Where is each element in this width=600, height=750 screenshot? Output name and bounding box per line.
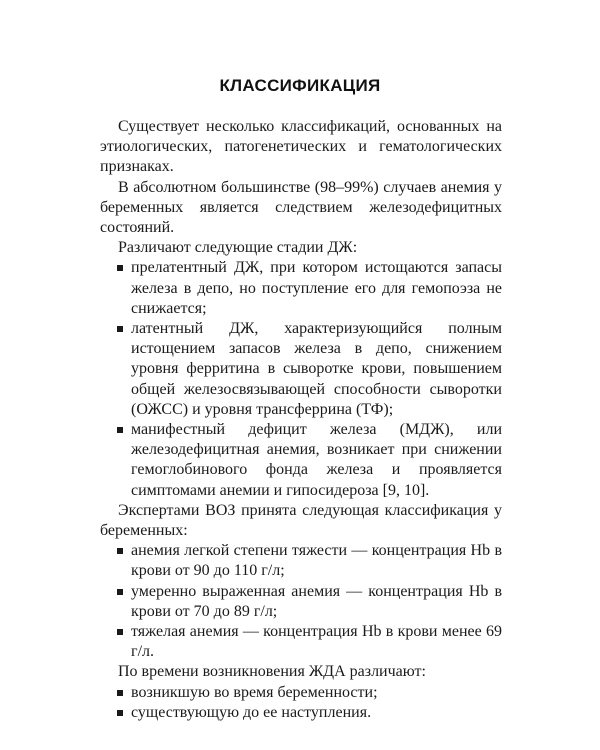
- intro-paragraph-2: В абсолютном большинстве (98–99%) случаев анемия у беременных является следствием железодефицитных состояний.: [100, 178, 502, 237]
- section-title: КЛАССИФИКАЦИЯ: [219, 76, 381, 95]
- onset-lead: По времени возникновения ЖДА различают:: [118, 663, 426, 681]
- who-item-text: анемия легкой степени тяжести — концентрация Hb в крови от 90 до 110 г/л;: [131, 542, 502, 580]
- onset-item-text: возникшую во время беременности;: [131, 683, 378, 701]
- who-item-text: умеренно выраженная анемия — концентрация Hb в крови от 70 до 89 г/л;: [131, 582, 502, 620]
- bullet-icon: [117, 690, 123, 696]
- stages-list: [100, 258, 502, 500]
- who-lead: Экспертами ВОЗ принята следующая классификация у беременных:: [100, 501, 502, 540]
- bullet-icon: [117, 548, 123, 554]
- stage-item-text: манифестный дефицит железа (МДЖ), или железодефицитная анемия, возникает при снижении гемоглобинового фонда железа и проявляется симптомами анемии и гипосидероза [9, 10].: [131, 421, 502, 499]
- who-item-mild: [100, 541, 502, 581]
- onset-item-before: [100, 703, 502, 723]
- who-list: [100, 541, 502, 662]
- stage-item-latent: [100, 319, 502, 420]
- intro-paragraph-1: Существует несколько классификаций, основанных на этиологических, патогенетических и гематологических признаках.: [100, 118, 502, 176]
- onset-list: [100, 683, 502, 723]
- stage-item-text: латентный ДЖ, характеризующийся полным истощением запасов железа в депо, снижением уровня ферритина в сыворотке крови, повышением общей железосвязывающей способности сыворотки (ОЖСС) и уровня трансферрина (ТФ);: [131, 320, 502, 418]
- stage-item-prelatent: [100, 258, 502, 319]
- who-item-moderate: [100, 582, 502, 622]
- bullet-icon: [117, 629, 123, 635]
- body-text: [100, 117, 502, 723]
- onset-item-during: [100, 683, 502, 703]
- bullet-icon: [117, 589, 123, 595]
- who-item-severe: [100, 622, 502, 662]
- onset-item-text: существующую до ее наступления.: [131, 703, 372, 721]
- bullet-icon: [117, 710, 123, 716]
- stage-item-manifest: [100, 420, 502, 501]
- who-item-text: тяжелая анемия — концентрация Hb в крови менее 69 г/л.: [131, 623, 502, 661]
- bullet-icon: [117, 265, 123, 271]
- bullet-icon: [117, 326, 123, 332]
- stages-lead: Различают следующие стадии ДЖ:: [118, 239, 358, 257]
- stage-item-text: прелатентный ДЖ, при котором истощаются запасы железа в депо, но поступление его для гемопоэза не снижается;: [131, 259, 502, 317]
- bullet-icon: [117, 427, 123, 433]
